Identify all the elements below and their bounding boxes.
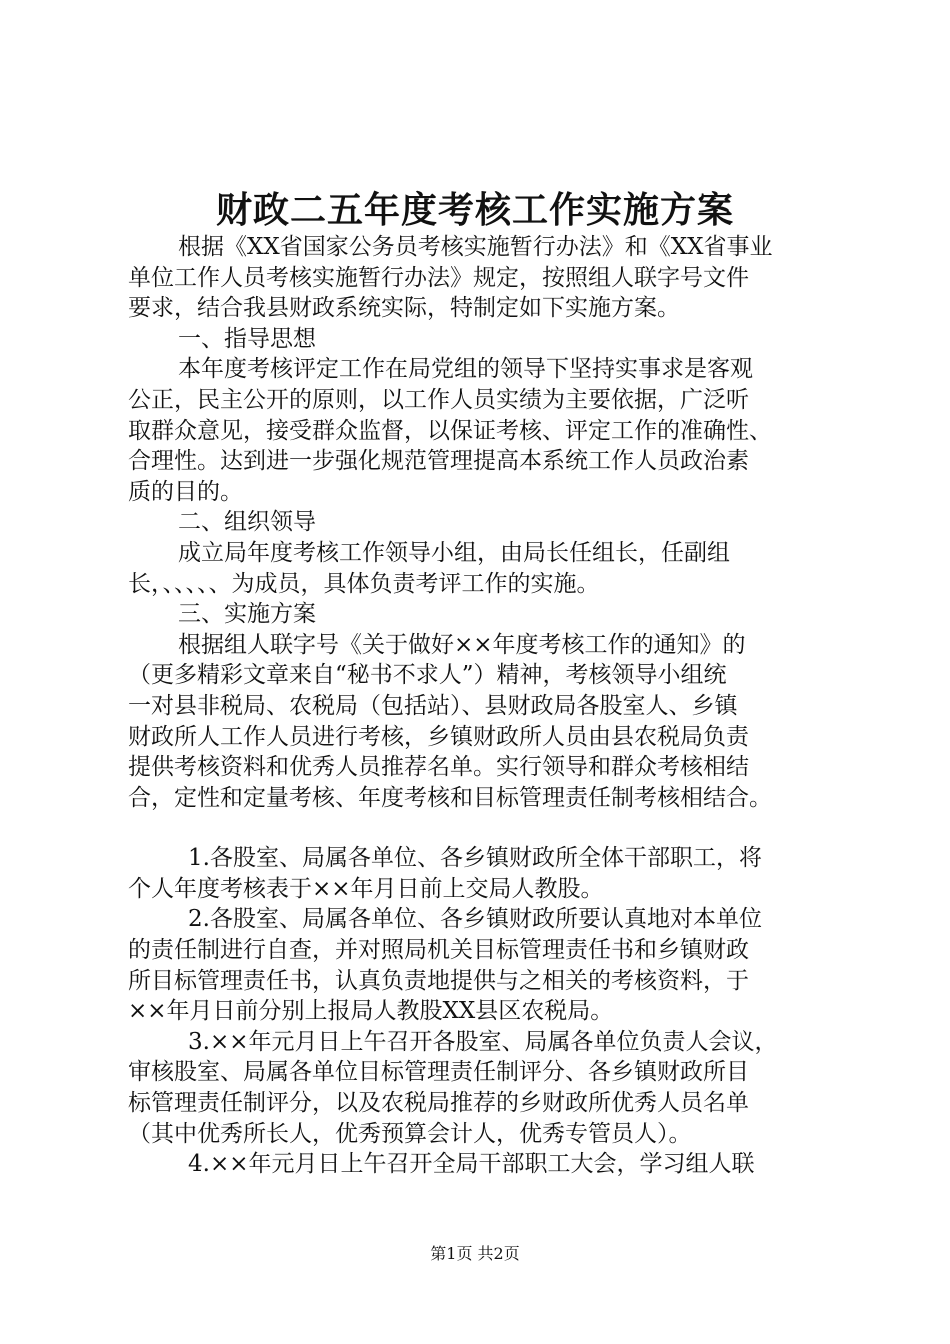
text-line: 长，、、、、、为成员，具体负责考评工作的实施。 [128,570,600,597]
section-heading: 三、实施方案 [178,601,316,628]
text-line: 本年度考核评定工作在局党组的领导下坚持实事求是客观 [178,356,753,383]
text-line: 个人年度考核表于××年月日前上交局人教股。 [128,875,604,902]
document-body [128,232,846,1180]
text-line: （更多精彩文章来自“秘书不求人”）精神，考核领导小组统 [128,662,727,689]
text-line: 公正，民主公开的原则，以工作人员实绩为主要依据，广泛听 [128,386,749,413]
text-line: 标管理责任制评分，以及农税局推荐的乡财政所优秀人员名单 [128,1090,749,1117]
text-line: 提供考核资料和优秀人员推荐名单。实行领导和群众考核相结 [128,754,749,781]
text-line: 财政所人工作人员进行考核，乡镇财政所人员由县农税局负责 [128,723,749,750]
text-line: 的责任制进行自查，并对照局机关目标管理责任书和乡镇财政 [128,937,749,964]
text-line: 取群众意见，接受群众监督，以保证考核、评定工作的准确性、 [128,417,772,444]
list-item-2: 2.各股室、局属各单位、各乡镇财政所要认真地对本单位 [188,906,762,933]
text-line: 一对县非税局、农税局（包括站）、县财政局各股室人、乡镇 [128,692,738,719]
text-line: 合，定性和定量考核、年度考核和目标管理责任制考核相结合。 [128,784,772,811]
list-item-4: 4.××年元月日上午召开全局干部职工大会，学习组人联 [188,1151,755,1178]
section-heading: 二、组织领导 [178,509,316,536]
text-line: 根据组人联字号《关于做好××年度考核工作的通知》的 [178,631,746,658]
page-number-footer: 第1页 共2页 [430,1244,520,1263]
text-line: 所目标管理责任书，认真负责地提供与之相关的考核资料，于 [128,967,749,994]
section-heading: 一、指导思想 [178,325,316,352]
document-title: 财政二五年度考核工作实施方案 [215,189,734,231]
list-item-3: 3.××年元月日上午召开各股室、局属各单位负责人会议， [188,1028,778,1055]
list-item-1: 1.各股室、局属各单位、各乡镇财政所全体干部职工，将 [188,845,762,872]
text-line: 成立局年度考核工作领导小组，由局长任组长，任副组 [178,539,730,566]
text-line: 根据《XX省国家公务员考核实施暂行办法》和《XX省事业 [178,234,773,260]
text-line: 审核股室、局属各单位目标管理责任制评分、各乡镇财政所目 [128,1059,749,1086]
text-line: 要求，结合我县财政系统实际，特制定如下实施方案。 [128,295,680,322]
text-line: ××年月日前分别上报局人教股XX县区农税局。 [128,998,614,1025]
text-line: （其中优秀所长人，优秀预算会计人，优秀专管员人）。 [128,1120,692,1147]
text-line: 合理性。达到进一步强化规范管理提高本系统工作人员政治素 [128,448,749,475]
text-line: 单位工作人员考核实施暂行办法》规定，按照组人联字号文件 [128,264,749,291]
text-line: 质的目的。 [128,478,243,505]
paragraph-gap [128,813,846,843]
